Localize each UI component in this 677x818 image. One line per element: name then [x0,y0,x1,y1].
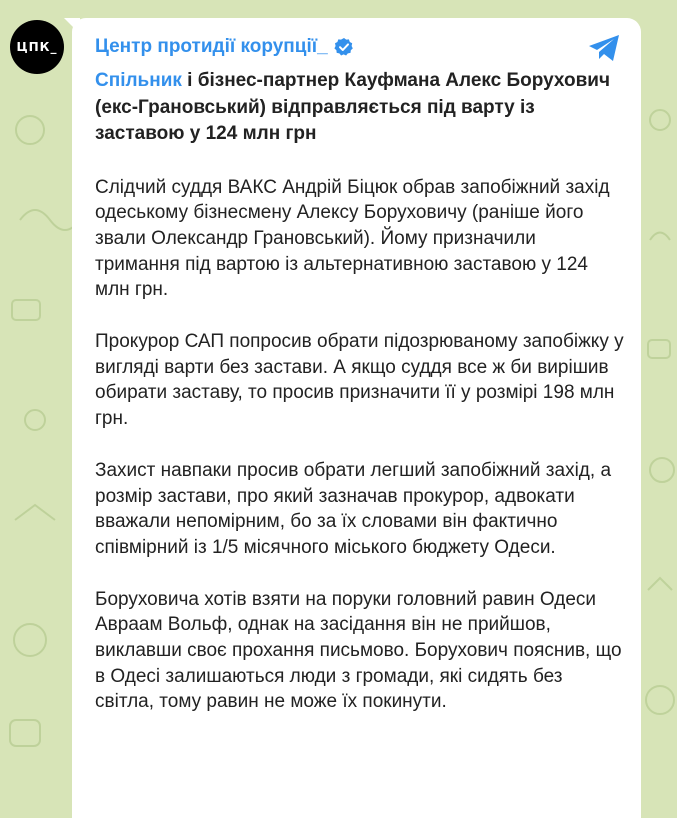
paragraph-2: Прокурор САП попросив обрати підозрюваному запобіжку у вигляді варти без застави. А якщо суддя все ж би вирішив обирати заставу, то просив призначити її у розмірі 198 млн грн. [95,331,624,430]
headline-link[interactable]: Спільник [95,70,182,91]
message-bubble [72,18,641,818]
verified-badge-icon [334,37,354,57]
channel-avatar[interactable]: ЦПК_ [10,20,64,74]
message-header [95,32,641,62]
post-headline [95,68,625,148]
channel-name[interactable]: Центр протидії корупції_ [95,36,328,57]
headline-text: і бізнес-партнер Кауфмана Алекс Борухович (екс-Грановський) відправляється під варту із заставою у 124 млн грн [95,70,611,144]
paragraph-3: Захист навпаки просив обрати легший запобіжний захід, а розмір застави, про який зазначав прокурор, адвокати вважали непомірним, бо за їх словами він фактично співмірний із 1/5 місячного міського бюджету Одеси. [95,459,612,558]
paragraph-1: Слідчий суддя ВАКС Андрій Біцюк обрав запобіжний захід одеському бізнесмену Алексу Боруховичу (раніше його звали Олександр Грановський). Йому призначили тримання під вартою із альтернативною заставою у 124 млн грн. [95,176,610,301]
paragraph-4: Боруховича хотів взяти на поруки головний равин Одеси Авраам Вольф, однак на засідання він не прийшов, виклавши своє прохання письмово. Борухович пояснив, що в Одесі залишаються люди з громади, які сидять без світла, тому равин не може їх покинути. [95,588,622,713]
telegram-share-icon[interactable] [587,32,621,64]
